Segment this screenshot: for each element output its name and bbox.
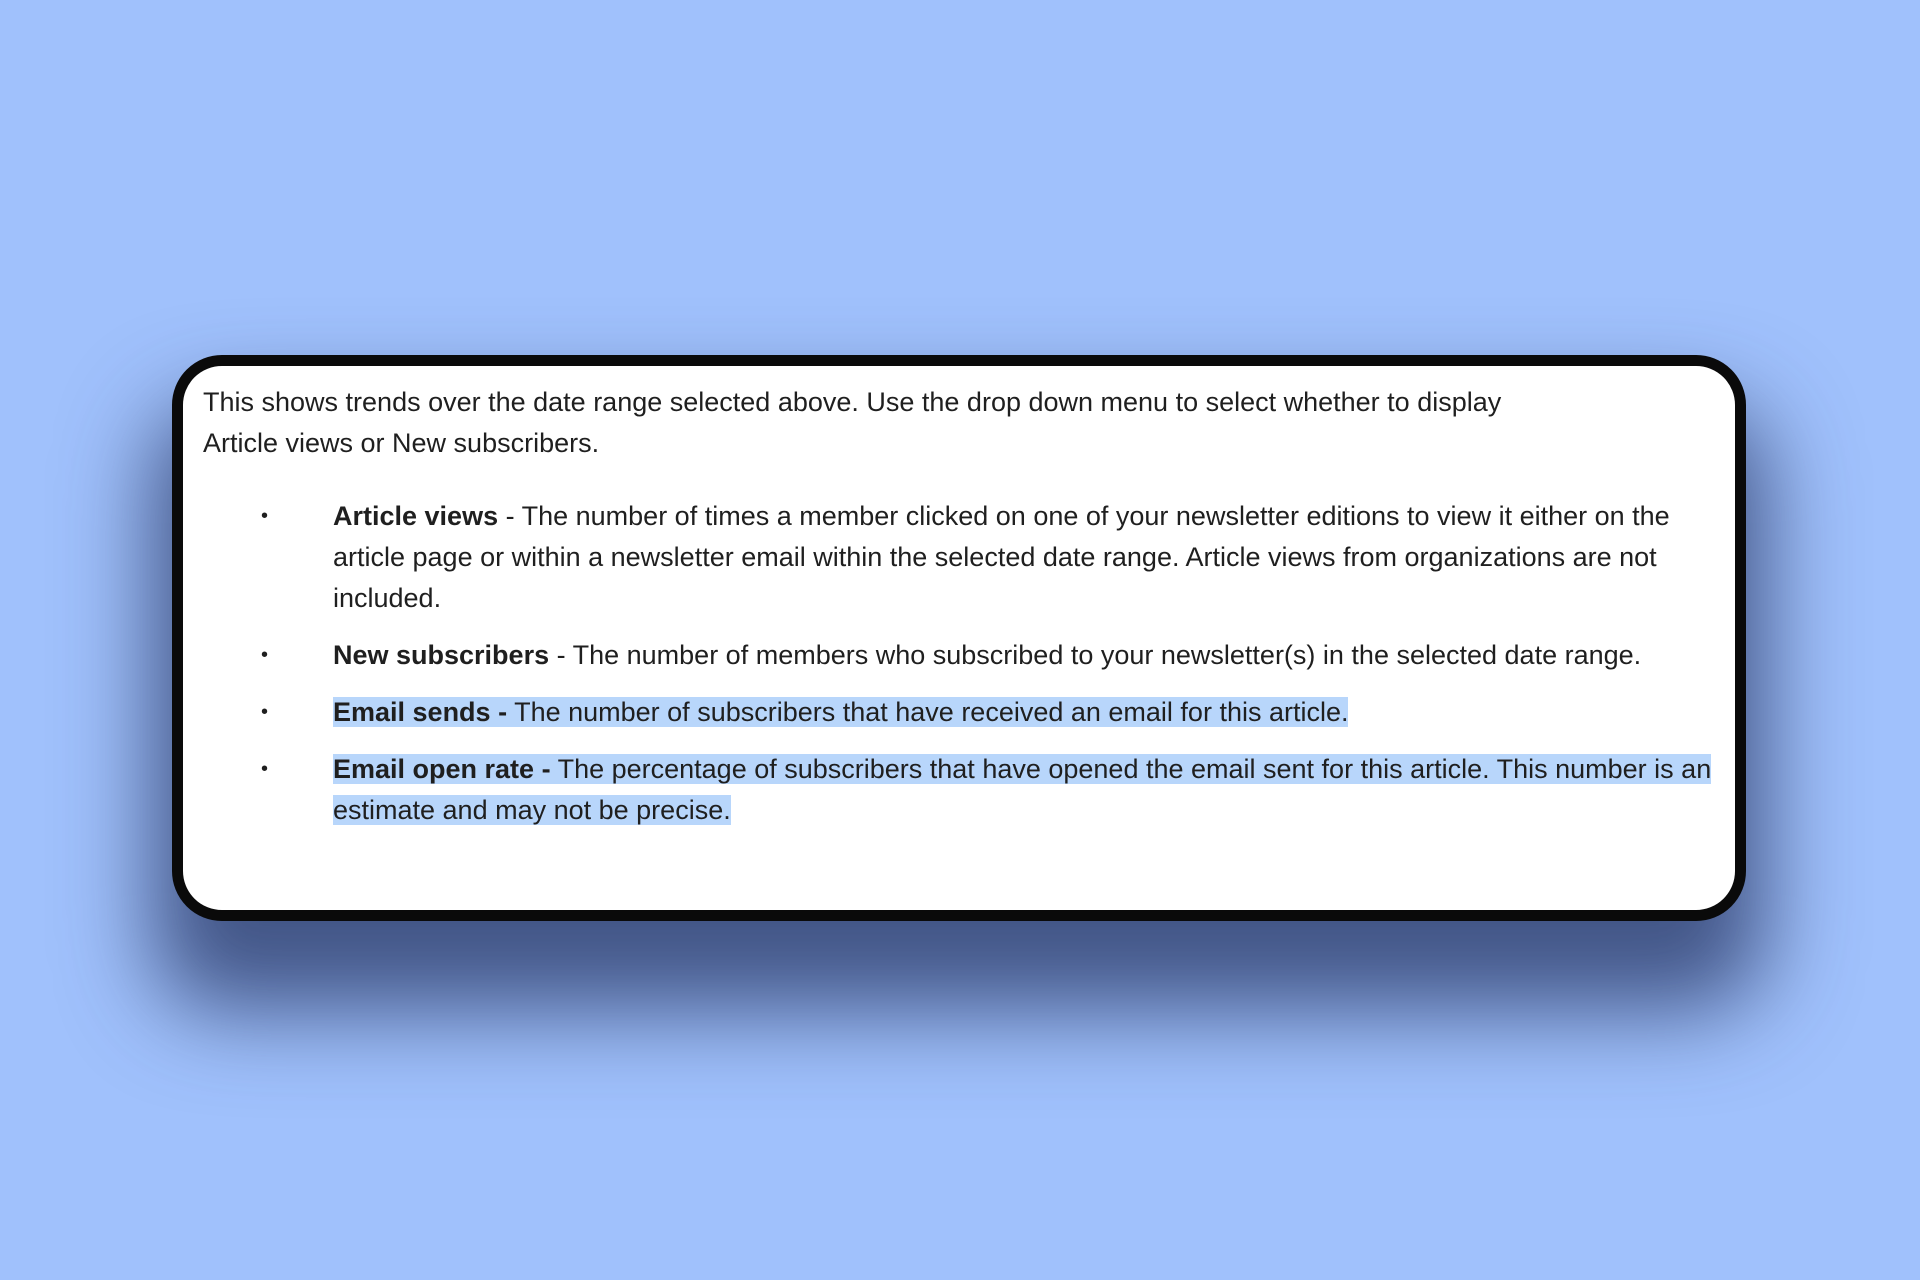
description-email-open-rate: The percentage of subscribers that have opened the email sent for this article. This number is an estimate and may not be precise. [333,754,1712,825]
description-new-subscribers: The number of members who subscribed to your newsletter(s) in the selected date range. [572,640,1642,670]
term-new-subscribers: New subscribers [333,640,550,670]
bullet-icon: • [261,758,269,780]
list-item-email-open-rate [203,749,1723,831]
bullet-icon: • [261,505,269,527]
selected-text-highlight [333,697,1348,727]
description-article-views: The number of times a member clicked on one of your newsletter editions to view it either on the article page or within a newsletter email within the selected date range. Article views from organizations are not included. [333,501,1670,613]
help-text-card [172,355,1746,921]
intro-line-2: Article views or New subscribers. [203,428,600,458]
help-text-content [203,382,1723,847]
item-text [333,501,1670,613]
bullet-icon: • [261,644,269,666]
item-text [333,640,1641,670]
separator [551,754,558,784]
selected-text-highlight [333,754,1711,825]
list-item-new-subscribers [203,635,1723,676]
term-article-views: Article views [333,501,499,531]
metric-definitions-list [203,496,1723,831]
description-email-sends: The number of subscribers that have received an email for this article. [514,697,1349,727]
term-email-sends: Email sends - [333,697,508,727]
bullet-icon: • [261,701,269,723]
intro-line-1: This shows trends over the date range selected above. Use the drop down menu to select whether to display [203,387,1502,417]
list-item-article-views [203,496,1723,619]
separator: - [498,501,522,531]
term-email-open-rate: Email open rate - [333,754,551,784]
intro-paragraph [203,382,1723,464]
separator: - [549,640,573,670]
list-item-email-sends [203,692,1723,733]
